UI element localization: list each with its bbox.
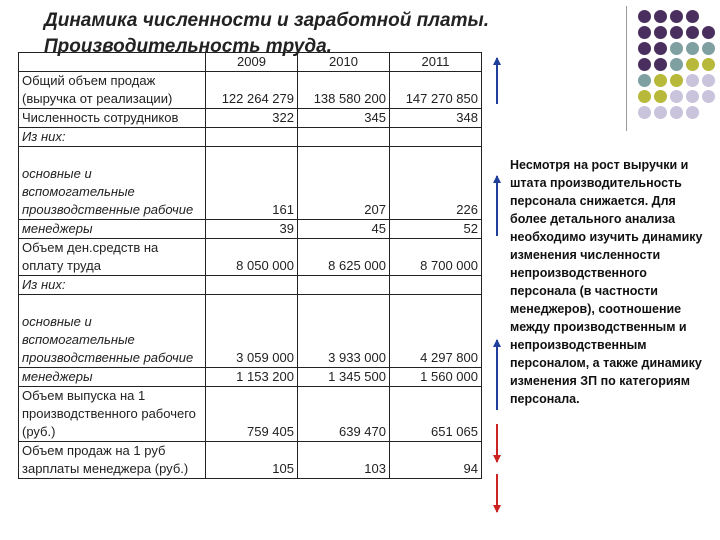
- cell-value: 207: [298, 147, 390, 220]
- cell-value: 3 933 000: [298, 295, 390, 368]
- decorative-dot: [654, 42, 667, 55]
- cell-value: [390, 128, 482, 147]
- row-label: Объем продаж на 1 руб зарплаты менеджера (руб.): [19, 442, 206, 479]
- decorative-dot: [670, 90, 683, 103]
- table-row: [19, 387, 482, 442]
- row-label: Общий объем продаж (выручка от реализации): [19, 72, 206, 109]
- table-header-row: [19, 53, 482, 72]
- cell-value: 103: [298, 442, 390, 479]
- row-label: Объем ден.средств на оплату труда: [19, 239, 206, 276]
- table-row: [19, 239, 482, 276]
- decorative-dot: [670, 106, 683, 119]
- cell-value: 345: [298, 109, 390, 128]
- row-label: Объем выпуска на 1 производственного рабочего (руб.): [19, 387, 206, 442]
- cell-value: 226: [390, 147, 482, 220]
- data-table: [18, 52, 482, 479]
- cell-value: 94: [390, 442, 482, 479]
- table-row: [19, 276, 482, 295]
- title-line-2: Производительность труда.: [44, 36, 332, 57]
- decorative-dot: [702, 26, 715, 39]
- arrow-up-icon: [493, 175, 501, 236]
- cell-value: [206, 128, 298, 147]
- arrow-down-icon: [493, 424, 501, 463]
- cell-value: [390, 276, 482, 295]
- table-row: [19, 128, 482, 147]
- row-label: Из них:: [19, 128, 206, 147]
- cell-value: 4 297 800: [390, 295, 482, 368]
- cell-value: [298, 276, 390, 295]
- decorative-dot: [702, 58, 715, 71]
- decorative-dot: [686, 90, 699, 103]
- cell-value: 122 264 279: [206, 72, 298, 109]
- cell-value: 161: [206, 147, 298, 220]
- decorative-dot: [654, 106, 667, 119]
- cell-value: 8 050 000: [206, 239, 298, 276]
- table-row: [19, 220, 482, 239]
- cell-value: 8 625 000: [298, 239, 390, 276]
- table-row: [19, 442, 482, 479]
- decorative-dot: [686, 42, 699, 55]
- decorative-dot: [702, 42, 715, 55]
- row-label: менеджеры: [19, 368, 206, 387]
- table-header-corner: [19, 53, 206, 72]
- cell-value: [206, 276, 298, 295]
- decorative-dot: [638, 58, 651, 71]
- decorative-dot: [638, 10, 651, 23]
- row-label: основные и вспомогательные производственные рабочие: [19, 295, 206, 368]
- decorative-dot: [654, 26, 667, 39]
- year-header: 2010: [298, 53, 390, 72]
- decorative-dot: [654, 58, 667, 71]
- decorative-dot: [686, 58, 699, 71]
- cell-value: [298, 128, 390, 147]
- decorative-dot: [654, 90, 667, 103]
- row-label: менеджеры: [19, 220, 206, 239]
- title-line-1: Динамика численности и заработной платы.: [44, 10, 489, 31]
- row-label: Из них:: [19, 276, 206, 295]
- cell-value: 1 153 200: [206, 368, 298, 387]
- table-row: [19, 368, 482, 387]
- decorative-dot: [654, 74, 667, 87]
- cell-value: 147 270 850: [390, 72, 482, 109]
- row-label: основные и вспомогательные производственные рабочие: [19, 147, 206, 220]
- decorative-dot: [654, 10, 667, 23]
- decorative-dot: [670, 42, 683, 55]
- decorative-dot: [670, 58, 683, 71]
- decorative-dot: [670, 26, 683, 39]
- cell-value: 45: [298, 220, 390, 239]
- arrow-up-icon: [493, 57, 501, 104]
- cell-value: 639 470: [298, 387, 390, 442]
- arrow-up-icon: [493, 339, 501, 410]
- decorative-divider: [626, 6, 627, 131]
- decorative-dot: [638, 74, 651, 87]
- cell-value: 322: [206, 109, 298, 128]
- cell-value: 1 560 000: [390, 368, 482, 387]
- table-row: [19, 295, 482, 368]
- decorative-dot: [702, 74, 715, 87]
- decorative-dot: [638, 26, 651, 39]
- cell-value: 52: [390, 220, 482, 239]
- decorative-dot: [638, 106, 651, 119]
- decorative-dot: [670, 74, 683, 87]
- cell-value: 1 345 500: [298, 368, 390, 387]
- analysis-note: Несмотря на рост выручки и штата производительность персонала снижается. Для более детального анализа необходимо изучить динамику изменения численности непроизводственного персонала (в частности менеджеров), соотношение между производственным и непроизводственным персоналом, а также динамику изменения ЗП по категориям персонала.: [510, 158, 703, 406]
- decorative-dot: [638, 42, 651, 55]
- cell-value: 39: [206, 220, 298, 239]
- year-header: 2009: [206, 53, 298, 72]
- decorative-dot: [686, 26, 699, 39]
- cell-value: 651 065: [390, 387, 482, 442]
- cell-value: 3 059 000: [206, 295, 298, 368]
- decorative-dot: [686, 106, 699, 119]
- table-row: [19, 109, 482, 128]
- row-label: Численность сотрудников: [19, 109, 206, 128]
- decorative-dot: [686, 74, 699, 87]
- decorative-dot: [686, 10, 699, 23]
- table-row: [19, 72, 482, 109]
- cell-value: 8 700 000: [390, 239, 482, 276]
- decorative-dot: [670, 10, 683, 23]
- cell-value: 348: [390, 109, 482, 128]
- cell-value: 138 580 200: [298, 72, 390, 109]
- decorative-dot: [638, 90, 651, 103]
- table-row: [19, 147, 482, 220]
- arrow-down-icon: [493, 474, 501, 513]
- year-header: 2011: [390, 53, 482, 72]
- cell-value: 759 405: [206, 387, 298, 442]
- decorative-dot: [702, 90, 715, 103]
- cell-value: 105: [206, 442, 298, 479]
